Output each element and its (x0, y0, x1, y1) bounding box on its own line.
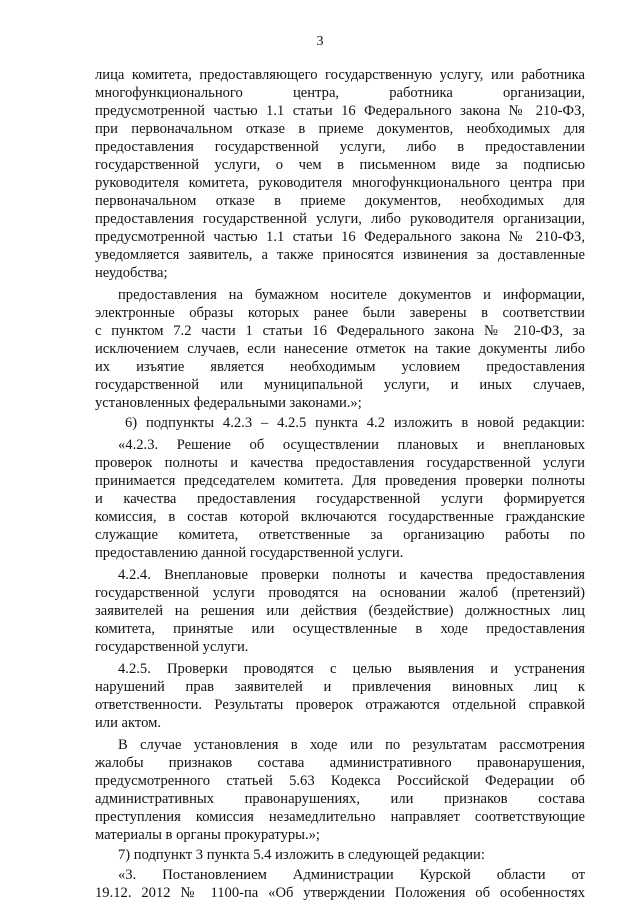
text-line: материалы в органы прокуратуры.»; (95, 827, 320, 843)
text-line: 4.2.5. Проверки проводятся с целью выявления и устранения (118, 661, 585, 677)
text-line: административных правонарушениях, или признаков состава (95, 791, 585, 807)
text-line: предусмотренной частью 1.1 статьи 16 Федерального закона № 210-ФЗ, (95, 103, 585, 119)
text-line: уведомляется заявитель, а также приносятся извинения за доставленные (95, 247, 585, 263)
text-line: «3. Постановлением Администрации Курской области от (118, 867, 585, 883)
text-line: ответственности. Результаты проверок отражаются отдельной справкой (95, 697, 585, 713)
text-line: и качества предоставления государственной услуги формируется (95, 491, 585, 507)
text-line: или актом. (95, 715, 162, 731)
text-line: при первоначальном отказе в приеме документов, необходимых для (95, 121, 585, 137)
text-line: государственной или муниципальной услуги, и иных случаев, (95, 377, 585, 393)
text-line: государственной услуги. (95, 639, 249, 655)
text-line: государственной услуги, о чем в письменном виде за подписью (95, 157, 585, 173)
text-line: комиссия, в состав которой включаются государственные гражданские (95, 509, 585, 525)
text-line: преступления комиссия незамедлительно направляет соответствующие (95, 809, 585, 825)
text-line: заявителей на решения или действия (бездействие) должностных лиц (95, 603, 585, 619)
text-line: нарушений прав заявителей и привлечения виновных лиц к (95, 679, 585, 695)
text-line: 19.12. 2012 № 1100-па «Об утверждении Положения об особенностях (95, 885, 585, 901)
text-line: предоставлению данной государственной услуги. (95, 545, 404, 561)
text-line: лица комитета, предоставляющего государственную услугу, или работника (95, 67, 585, 83)
text-line: предоставления государственной услуги, либо в предоставлении (95, 139, 585, 155)
text-line: принимается председателем комитета. Для проведения проверки полноты (95, 473, 585, 489)
text-line: предусмотренного статьей 5.63 Кодекса Российской Федерации об (95, 773, 585, 789)
page-number: 3 (316, 34, 324, 49)
text-line: предусмотренной частью 1.1 статьи 16 Федерального закона № 210-ФЗ, (95, 229, 585, 245)
text-line: проверок полноты и качества предоставления государственной услуги (95, 455, 585, 471)
text-line: государственной услуги проводятся на основании жалоб (претензий) (95, 585, 585, 601)
text-line: В случае установления в ходе или по результатам рассмотрения (118, 737, 585, 753)
text-line: 7) подпункт 3 пункта 5.4 изложить в следующей редакции: (118, 847, 485, 863)
text-line: руководителя комитета, руководителя многофункционального центра при (95, 175, 585, 191)
text-line: предоставления на бумажном носителе документов и информации, (118, 287, 585, 303)
text-line: первоначальном отказе в приеме документов, необходимых для (95, 193, 585, 209)
text-line: электронные образы которых ранее были заверены в соответствии (95, 305, 585, 321)
text-line: неудобства; (95, 265, 168, 281)
text-line: 6) подпункты 4.2.3 – 4.2.5 пункта 4.2 изложить в новой редакции: (125, 415, 585, 431)
text-line: многофункционального центра, работника организации, (95, 85, 585, 101)
text-line: исключением случаев, если нанесение отметок на такие документы либо (95, 341, 585, 357)
text-line: «4.2.3. Решение об осуществлении плановых и внеплановых (118, 437, 585, 453)
text-line: с пунктом 7.2 части 1 статьи 16 Федерального закона № 210-ФЗ, за (95, 323, 585, 339)
text-line: установленных федеральными законами.»; (95, 395, 362, 411)
text-line: 4.2.4. Внеплановые проверки полноты и качества предоставления (118, 567, 585, 583)
text-line: жалобы признаков состава административного правонарушения, (95, 755, 585, 771)
text-line: их изъятие является необходимым условием предоставления (95, 359, 585, 375)
text-line: служащие комитета, ответственные за организацию работы по (95, 527, 585, 543)
text-line: предоставления государственной услуги, либо руководителя организации, (95, 211, 585, 227)
text-line: комитета, принятые или осуществленные в ходе предоставления (95, 621, 585, 637)
